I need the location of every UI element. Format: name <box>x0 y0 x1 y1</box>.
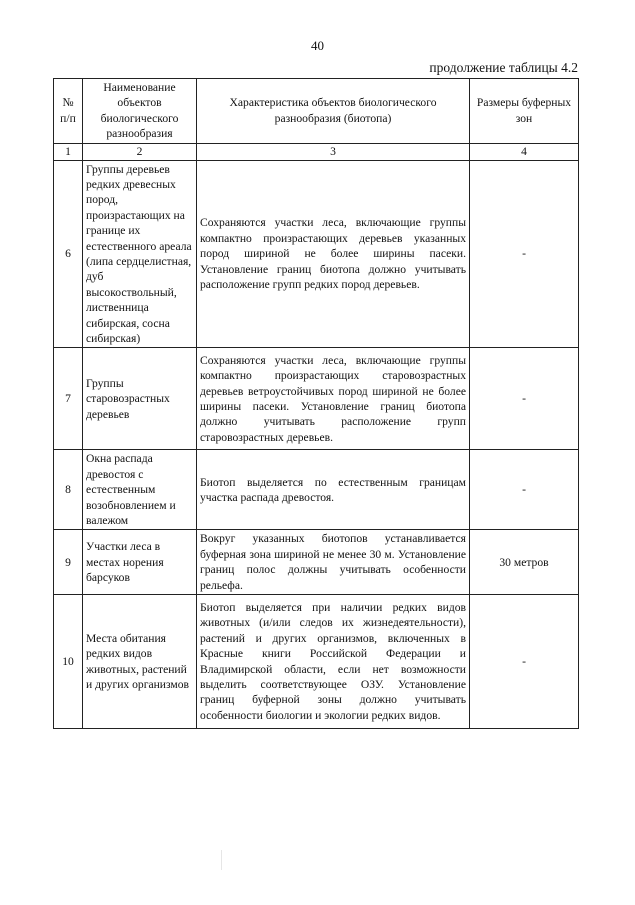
column-number: 4 <box>470 143 579 160</box>
column-number: 3 <box>197 143 470 160</box>
header-num: № п/п <box>54 79 83 144</box>
object-name: Группы старовозрастных деревьев <box>83 348 197 450</box>
object-description: Биотоп выделяется по естественным границам участка распада древостоя. <box>197 450 470 530</box>
object-name: Участки леса в местах норения барсуков <box>83 530 197 595</box>
header-row <box>54 79 579 144</box>
object-description: Сохраняются участки леса, включающие группы компактно произрастающих деревьев указанных пород шириной не более ширины пасеки. Установление границ биотопа должно учитывать расположение групп редких пород деревьев. <box>197 160 470 348</box>
header-name: Наименование объектов биологического разнообразия <box>83 79 197 144</box>
column-number: 1 <box>54 143 83 160</box>
object-name: Окна распада древостоя с естественным возобновлением и валежом <box>83 450 197 530</box>
buffer-zone-size: - <box>470 160 579 348</box>
table-row <box>54 450 579 530</box>
header-desc: Характеристика объектов биологического разнообразия (биотопа) <box>197 79 470 144</box>
row-number: 7 <box>54 348 83 450</box>
buffer-zone-size: - <box>470 348 579 450</box>
table-continuation-label: продолжение таблицы 4.2 <box>429 60 578 75</box>
buffer-zone-size: 30 метров <box>470 530 579 595</box>
object-name: Группы деревьев редких древесных пород, произрастающих на границе их естественного ареала (липа сердцелистная, дуб высокоствольный, лиственница сибирская, сосна сибирская) <box>83 160 197 348</box>
table-row <box>54 595 579 729</box>
object-description: Сохраняются участки леса, включающие группы компактно произрастающих старовозрастных деревьев ветроустойчивых пород шириной не более ширины пасеки. Установление границ биотопа должно учитывать расположение групп старовозрастных деревьев. <box>197 348 470 450</box>
table-row <box>54 348 579 450</box>
header-size: Размеры буферных зон <box>470 79 579 144</box>
row-number: 9 <box>54 530 83 595</box>
buffer-zone-size: - <box>470 595 579 729</box>
biotope-table <box>53 78 579 729</box>
page-number: 40 <box>311 38 324 53</box>
table-row <box>54 530 579 595</box>
buffer-zone-size: - <box>470 450 579 530</box>
row-number: 6 <box>54 160 83 348</box>
column-number-row <box>54 143 579 160</box>
object-name: Места обитания редких видов животных, растений и других организмов <box>83 595 197 729</box>
object-description: Вокруг указанных биотопов устанавливается буферная зона шириной не менее 30 м. Установление границ полос должны учитывать особенности рельефа. <box>197 530 470 595</box>
row-number: 10 <box>54 595 83 729</box>
object-description: Биотоп выделяется при наличии редких видов животных (и/или следов их жизнедеятельности), растений и других организмов, включенных в Красные книги Российской Федерации и Владимирской области, если нет возможности выделить соответствующее ОЗУ. Установление границ буферной зоны должно учитывать особенности биологии и экологии редких видов. <box>197 595 470 729</box>
column-number: 2 <box>83 143 197 160</box>
table-row <box>54 160 579 348</box>
row-number: 8 <box>54 450 83 530</box>
scan-artifact <box>221 850 222 870</box>
